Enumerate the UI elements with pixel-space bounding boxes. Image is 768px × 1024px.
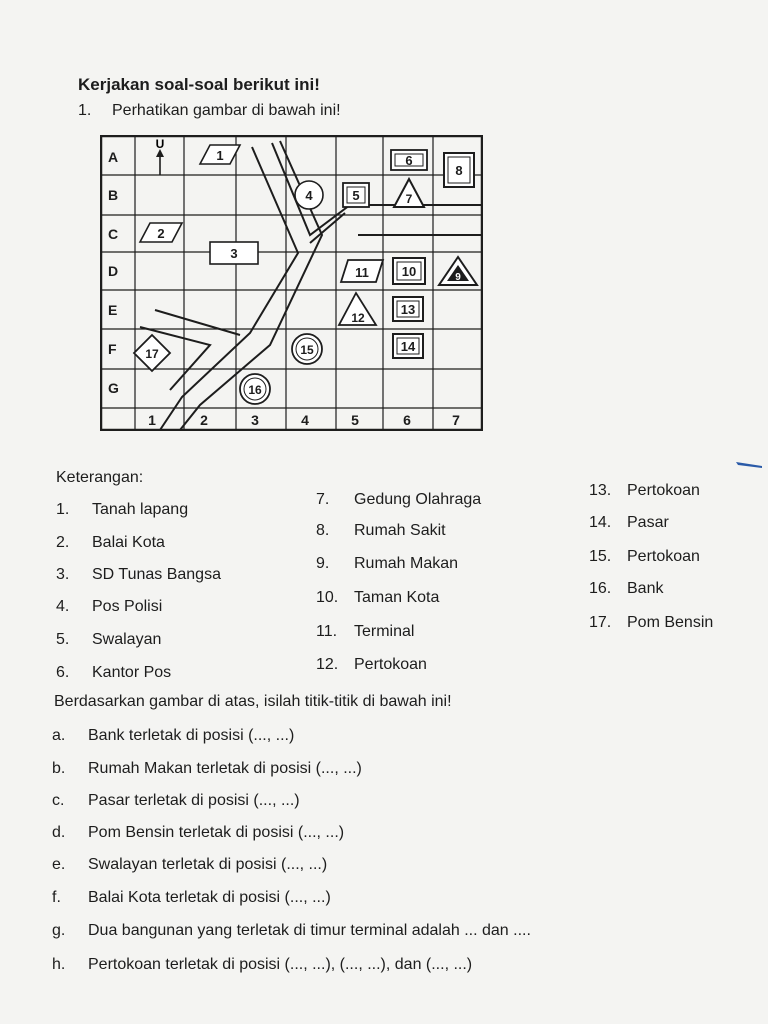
task-item: h. Pertokoan terletak di posisi (..., ...), (..., ...), dan (..., ...) [52,956,473,973]
row-label-a: A [108,149,119,165]
marker-12-pertokoan [339,293,376,325]
question-1 [78,102,341,120]
legend-title: Keterangan: [56,469,144,486]
legend-item: 2. Balai Kota [56,534,165,551]
svg-text:6: 6 [405,153,413,168]
col-label-6: 6 [403,412,411,428]
col-label-2: 2 [200,412,208,428]
legend-item: 14. Pasar [589,514,669,531]
row-label-b: B [108,187,119,203]
svg-text:3: 3 [230,246,238,261]
col-label-1: 1 [148,412,156,428]
svg-text:1: 1 [216,148,224,163]
marker-15-pertokoan [292,334,322,364]
task-item: e. Swalayan terletak di posisi (..., ...) [52,856,328,873]
legend-item: 12. Pertokoan [316,656,427,673]
marker-17-pom-bensin [134,335,170,371]
marker-4-pos-polisi [295,181,323,209]
marker-9-rumah-makan [439,257,477,285]
row-label-f: F [108,341,117,357]
svg-text:9: 9 [455,272,461,283]
svg-text:8: 8 [455,163,463,178]
task-item: d. Pom Bensin terletak di posisi (..., ...) [52,824,345,841]
marker-11-terminal [341,260,383,282]
svg-text:11: 11 [355,265,369,280]
question-text: Perhatikan gambar di bawah ini! [112,102,341,119]
marker-14-pasar [393,334,423,358]
col-label-4: 4 [301,412,309,428]
svg-text:2: 2 [157,226,165,241]
row-label-d: D [108,263,119,279]
svg-text:5: 5 [352,188,360,203]
svg-text:16: 16 [248,383,262,397]
task-item: c. Pasar terletak di posisi (..., ...) [52,792,300,809]
legend-item: 1. Tanah lapang [56,501,189,518]
grid-map [100,135,483,431]
marker-5-swalayan [343,183,369,207]
legend-item: 6. Kantor Pos [56,664,172,681]
legend-item: 17. Pom Bensin [589,614,714,631]
legend-item: 15. Pertokoan [589,548,700,565]
legend-item: 8. Rumah Sakit [316,522,446,539]
row-label-c: C [108,226,119,242]
legend-item: 16. Bank [589,580,664,597]
legend-item: 3. SD Tunas Bangsa [56,566,221,583]
legend-item: 10. Taman Kota [316,589,440,606]
svg-text:13: 13 [400,302,416,317]
marker-8-rumah-sakit [444,153,474,187]
col-label-7: 7 [452,412,460,428]
worksheet-heading: Kerjakan soal-soal berikut ini! [78,75,320,94]
legend-item: 9. Rumah Makan [316,555,459,572]
marker-10-taman-kota [393,258,425,284]
ink-mark [736,462,762,468]
task-item: a. Bank terletak di posisi (..., ...) [52,727,295,744]
task-item: f. Balai Kota terletak di posisi (..., ...) [52,889,331,906]
marker-6-kantor-pos [391,150,427,170]
north-arrow-icon [156,137,165,175]
legend-item: 4. Pos Polisi [56,598,163,615]
svg-text:14: 14 [400,339,416,354]
marker-16-bank [240,374,270,404]
legend-item: 5. Swalayan [56,631,162,648]
col-label-3: 3 [251,412,259,428]
marker-1-tanah-lapang [200,145,240,164]
marker-2-balai-kota [140,223,182,242]
question-number: 1. [78,102,92,119]
legend-item: 13. Pertokoan [589,482,700,499]
svg-text:12: 12 [351,311,365,325]
marker-3-sd-tunas-bangsa [210,242,258,264]
north-label: U [155,137,165,151]
svg-text:17: 17 [145,347,159,361]
task-item: b. Rumah Makan terletak di posisi (..., ...) [52,760,362,777]
marker-13-pertokoan [393,297,423,321]
svg-text:4: 4 [305,188,313,203]
svg-text:7: 7 [405,192,413,206]
instruction: Berdasarkan gambar di atas, isilah titik-titik di bawah ini! [54,693,452,710]
row-label-e: E [108,302,118,318]
col-label-5: 5 [351,412,359,428]
row-label-g: G [108,380,119,396]
task-item: g. Dua bangunan yang terletak di timur terminal adalah ... dan .... [52,922,531,939]
marker-7-gedung-olahraga [394,179,424,207]
legend-item: 11. Terminal [316,623,415,640]
legend-item: 7. Gedung Olahraga [316,491,482,508]
svg-text:10: 10 [401,264,417,279]
svg-text:15: 15 [300,343,314,357]
